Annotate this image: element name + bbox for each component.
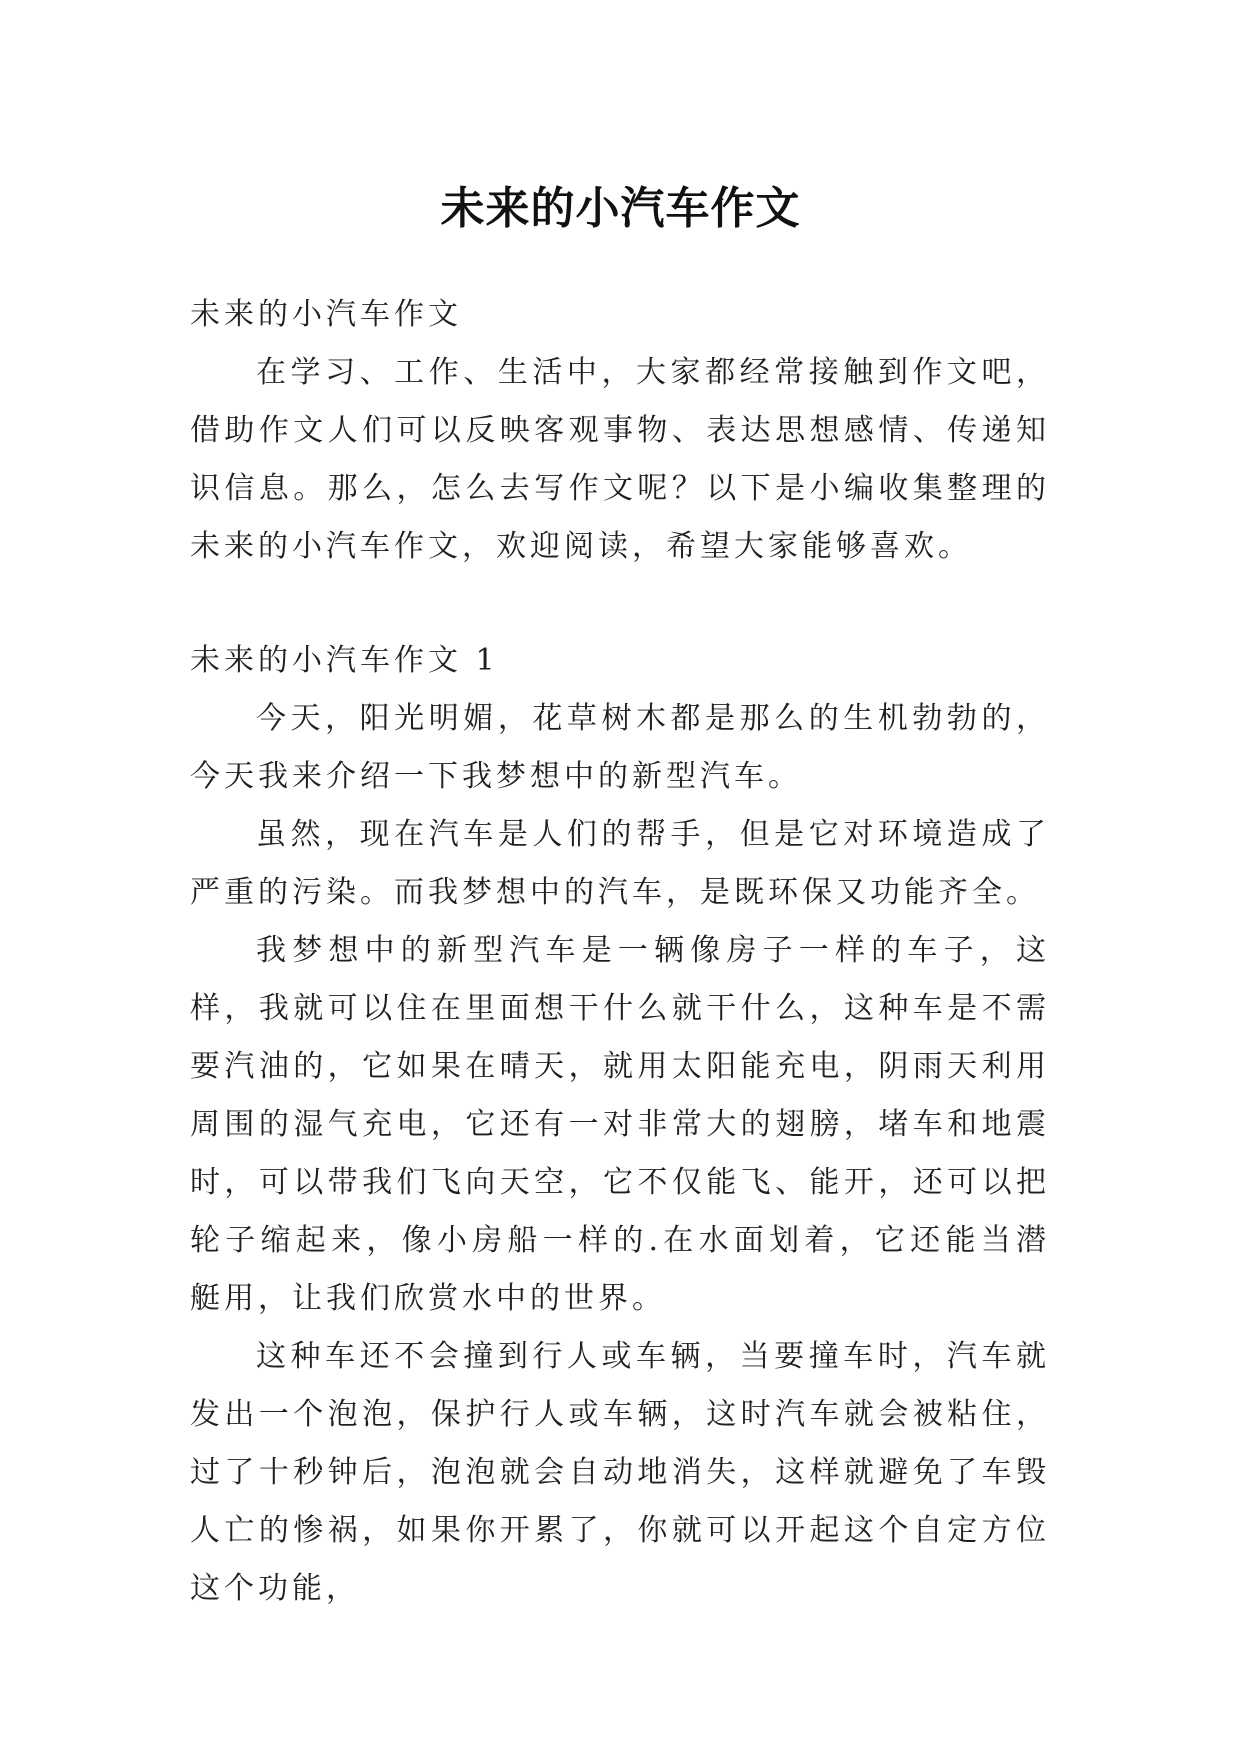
intro-section bbox=[190, 286, 1050, 576]
essay-1-section bbox=[190, 632, 1050, 1618]
intro-heading: 未来的小汽车作文 bbox=[190, 297, 462, 332]
essay-paragraph: 我梦想中的新型汽车是一辆像房子一样的车子，这样，我就可以住在里面想干什么就干什么，这种车是不需要汽油的，它如果在晴天，就用太阳能充电，阴雨天利用周围的湿气充电，它还有一对非常大的翅膀，堵车和地震时，可以带我们飞向天空，它不仅能飞、能开，还可以把轮子缩起来，像小房船一样的.在水面划着，它还能当潜艇用，让我们欣赏水中的世界。 bbox=[190, 933, 1050, 1316]
essay-paragraph: 今天，阳光明媚，花草树木都是那么的生机勃勃的，今天我来介绍一下我梦想中的新型汽车。 bbox=[190, 701, 1050, 794]
essay-paragraph: 这种车还不会撞到行人或车辆，当要撞车时，汽车就发出一个泡泡，保护行人或车辆，这时汽车就会被粘住，过了十秒钟后，泡泡就会自动地消失，这样就避免了车毁人亡的惨祸，如果你开累了，你就可以开起这个自定方位这个功能， bbox=[190, 1339, 1050, 1606]
essay-1-heading: 未来的小汽车作文 1 bbox=[190, 643, 499, 678]
document-title: 未来的小汽车作文 bbox=[440, 183, 801, 235]
essay-paragraph: 虽然，现在汽车是人们的帮手，但是它对环境造成了严重的污染。而我梦想中的汽车，是既环保又功能齐全。 bbox=[190, 817, 1050, 910]
intro-paragraph: 在学习、工作、生活中，大家都经常接触到作文吧，借助作文人们可以反映客观事物、表达思想感情、传递知识信息。那么，怎么去写作文呢？以下是小编收集整理的未来的小汽车作文，欢迎阅读，希望大家能够喜欢。 bbox=[190, 355, 1050, 564]
